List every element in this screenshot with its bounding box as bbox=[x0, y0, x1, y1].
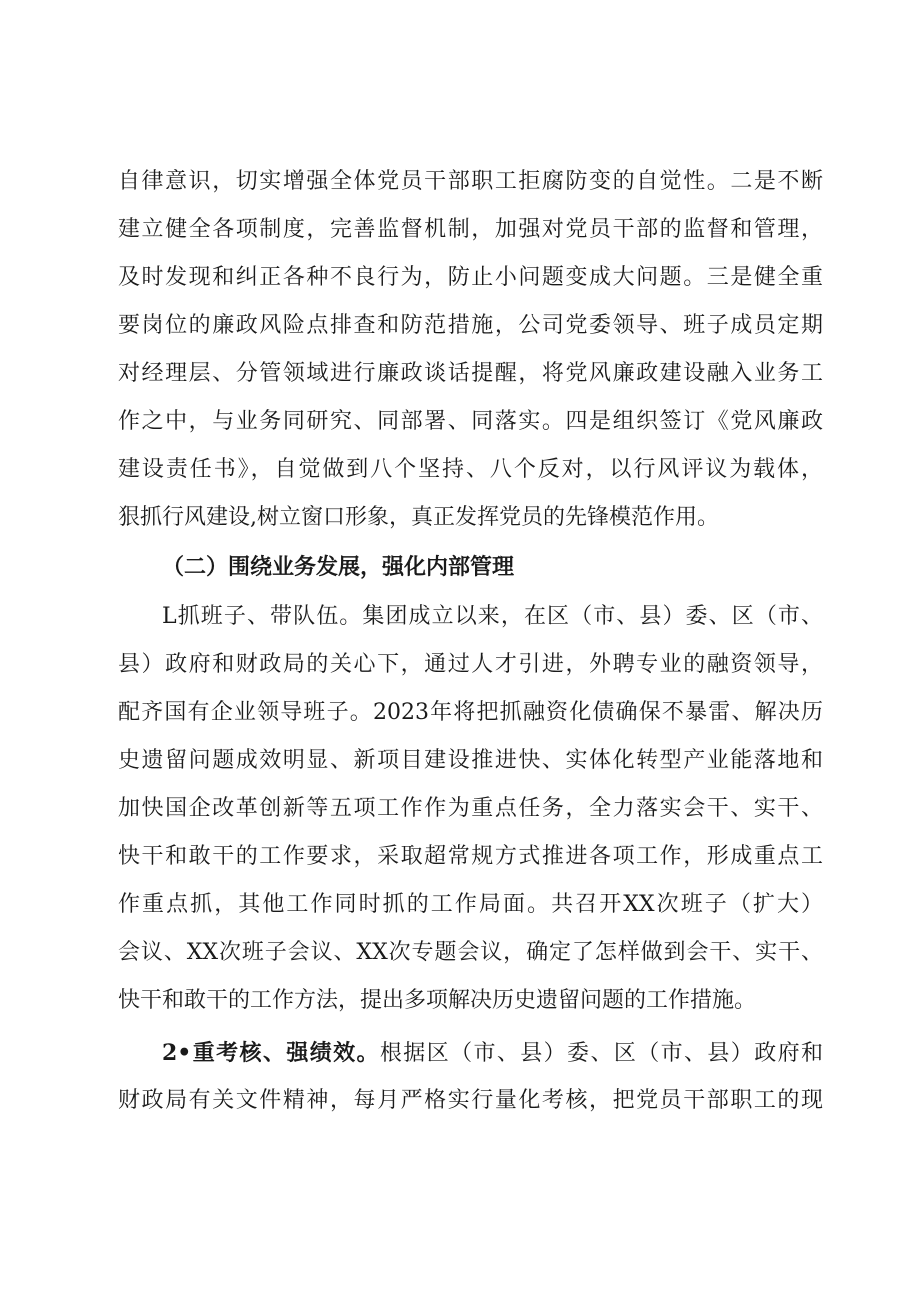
paragraph-line: 财政局有关文件精神，每月严格实行量化考核，把党员干部职工的现 bbox=[118, 1088, 823, 1113]
paragraph-line: 及时发现和纠正各种不良行为，防止小问题变成大问题。三是健全重 bbox=[118, 265, 823, 290]
paragraph-line: 作重点抓，其他工作同时抓的工作局面。共召开XX次班子（扩大） bbox=[118, 892, 823, 917]
paragraph-text: 根据区（市、县）委、区（市、县）政府和 bbox=[379, 1041, 823, 1066]
paragraph-line: 史遗留问题成效明显、新项目建设推进快、实体化转型产业能落地和 bbox=[118, 748, 823, 773]
paragraph-line: 对经理层、分管领域进行廉政谈话提醒，将党风廉政建设融入业务工 bbox=[118, 361, 823, 386]
paragraph-line: 配齐国有企业领导班子。2023年将把抓融资化债确保不暴雷、解决历 bbox=[118, 700, 823, 725]
paragraph-line: 狠抓行风建设,树立窗口形象，真正发挥党员的先锋模范作用。 bbox=[118, 505, 719, 530]
section-heading: （二）围绕业务发展，强化内部管理 bbox=[162, 554, 515, 580]
paragraph-line: 县）政府和财政局的关心下，通过人才引进，外聘专业的融资领导， bbox=[118, 652, 823, 677]
paragraph-line: 加快国企改革创新等五项工作作为重点任务，全力落实会干、实干、 bbox=[118, 796, 823, 821]
paragraph-line: 要岗位的廉政风险点排查和防范措施，公司党委领导、班子成员定期 bbox=[118, 313, 823, 338]
paragraph-line bbox=[162, 1038, 823, 1068]
paragraph-line: L抓班子、带队伍。集团成立以来，在区（市、县）委、区（市、 bbox=[162, 604, 823, 629]
paragraph-line: 建设责任书》，自觉做到八个坚持、八个反对，以行风评议为载体， bbox=[118, 457, 823, 482]
paragraph-line: 建立健全各项制度，完善监督机制，加强对党员干部的监督和管理， bbox=[118, 217, 823, 242]
paragraph-line: 作之中，与业务同研究、同部署、同落实。四是组织签订《党风廉政 bbox=[118, 409, 823, 434]
paragraph-line: 快干和敢干的工作要求，采取超常规方式推进各项工作，形成重点工 bbox=[118, 844, 823, 869]
paragraph-line: 快干和敢干的工作方法，提出多项解决历史遗留问题的工作措施。 bbox=[118, 988, 757, 1013]
paragraph-line: 自律意识，切实增强全体党员干部职工拒腐防变的自觉性。二是不断 bbox=[118, 169, 823, 194]
paragraph-line: 会议、XX次班子会议、XX次专题会议，确定了怎样做到会干、实干、 bbox=[118, 940, 823, 965]
paragraph-lead-heading: 2•重考核、强绩效。 bbox=[162, 1040, 380, 1066]
